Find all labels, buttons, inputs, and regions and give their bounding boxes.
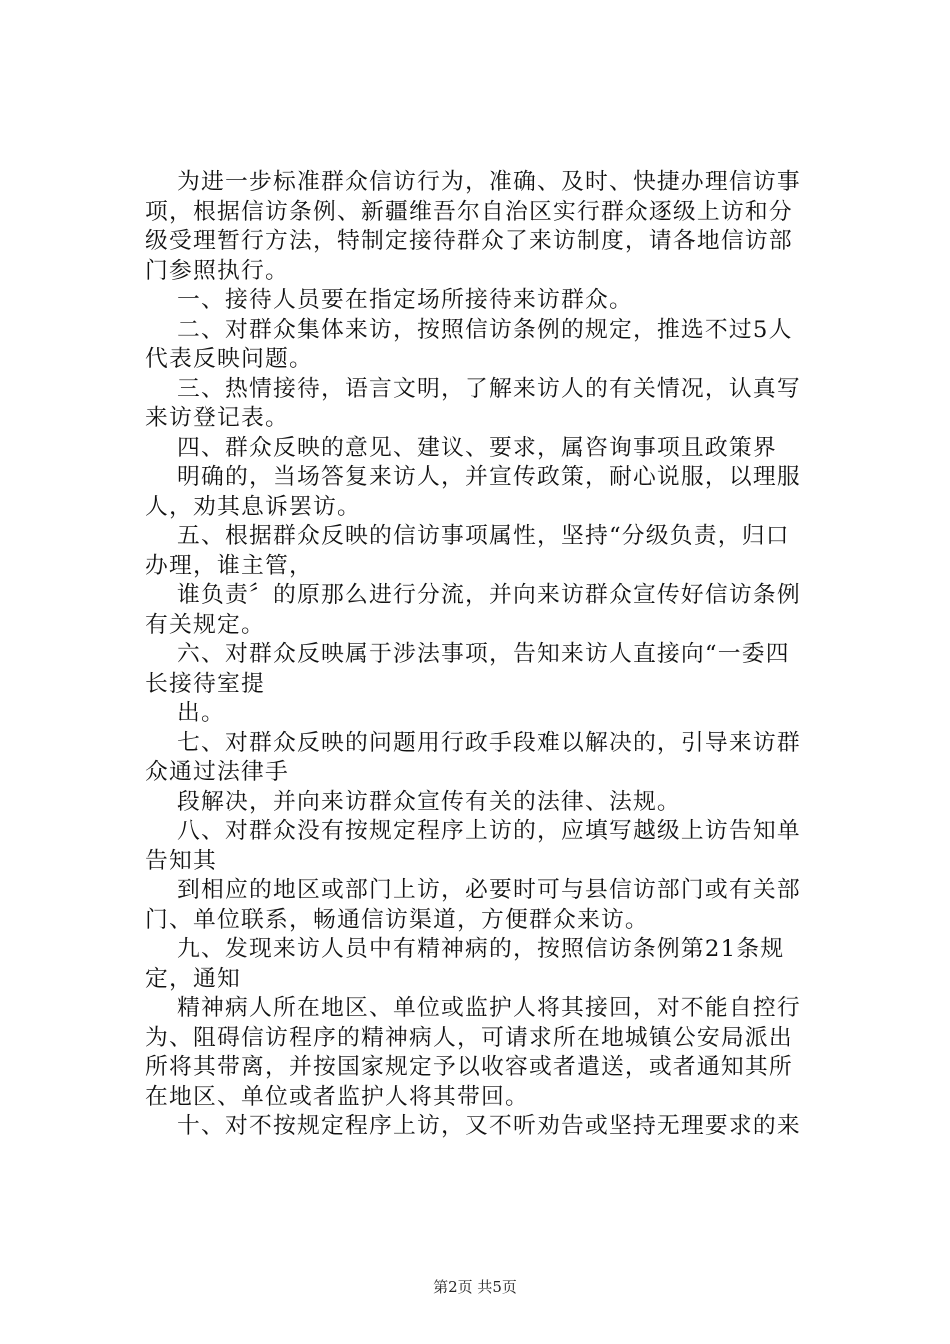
text-line: 二、对群众集体来访，按照信访条例的规定，推选不过5人 [177,316,793,343]
text-line: 到相应的地区或部门上访，必要时可与县信访部门或有关部 [177,877,801,903]
text-line: 级受理暂行方法，特制定接待群众了来访制度，请各地信访部 [145,228,793,254]
text-line: 代表反映问题。 [145,346,313,372]
text-line: 十、对不按规定程序上访，又不听劝告或坚持无理要求的来 [177,1113,801,1139]
text-line: 六、对群众反映属于涉法事项，告知来访人直接向“一委四 [177,641,790,667]
text-line: 所将其带离，并按国家规定予以收容或者遣送，或者通知其所 [145,1054,793,1080]
text-line: 办理，谁主管， [145,552,313,579]
text-line: 定，通知 [145,965,241,992]
text-line: 为进一步标准群众信访行为，准确、及时、快捷办理信访事 [177,169,801,195]
text-line: 来访登记表。 [145,405,289,431]
text-line: 众通过法律手 [145,759,289,785]
text-line: 三、热情接待，语言文明，了解来访人的有关情况，认真写 [177,375,801,402]
text-line: 为、阻碍信访程序的精神病人，可请求所在地城镇公安局派出 [145,1024,793,1051]
text-line: 七、对群众反映的问题用行政手段难以解决的，引导来访群 [177,729,801,756]
text-line: 门参照执行。 [145,257,289,284]
text-line: 九、发现来访人员中有精神病的，按照信访条例第21条规 [177,936,785,962]
text-line: 段解决，并向来访群众宣传有关的法律、法规。 [177,788,681,815]
text-line: 四、群众反映的意见、建议、要求，属咨询事项且政策界 [177,434,777,461]
text-line: 在地区、单位或者监护人将其带回。 [145,1083,529,1110]
text-line: 一、接待人员要在指定场所接待来访群众。 [177,287,633,313]
document-body [145,168,845,1142]
text-line: 明确的，当场答复来访人，并宣传政策，耐心说服，以理服 [177,464,801,490]
text-line: 八、对群众没有按规定程序上访的，应填写越级上访告知单 [177,818,801,844]
page-footer: 第2页 共5页 [433,1278,517,1296]
text-line: 人，劝其息诉罢访。 [145,493,361,520]
text-line: 项，根据信访条例、新疆维吾尔自治区实行群众逐级上访和分 [145,198,793,225]
text-line: 门、单位联系，畅通信访渠道，方便群众来访。 [145,906,649,933]
text-line: 有关规定。 [145,611,265,638]
text-line: 告知其 [145,847,217,874]
text-line: 精神病人所在地区、单位或监护人将其接回，对不能自控行 [177,995,801,1021]
text-line: 长接待室提 [145,670,265,697]
text-line: 出。 [177,700,225,726]
text-line: 五、根据群众反映的信访事项属性，坚持“分级负责，归口 [177,523,790,549]
text-line: 谁负责〞的原那么进行分流，并向来访群众宣传好信访条例 [177,582,801,608]
